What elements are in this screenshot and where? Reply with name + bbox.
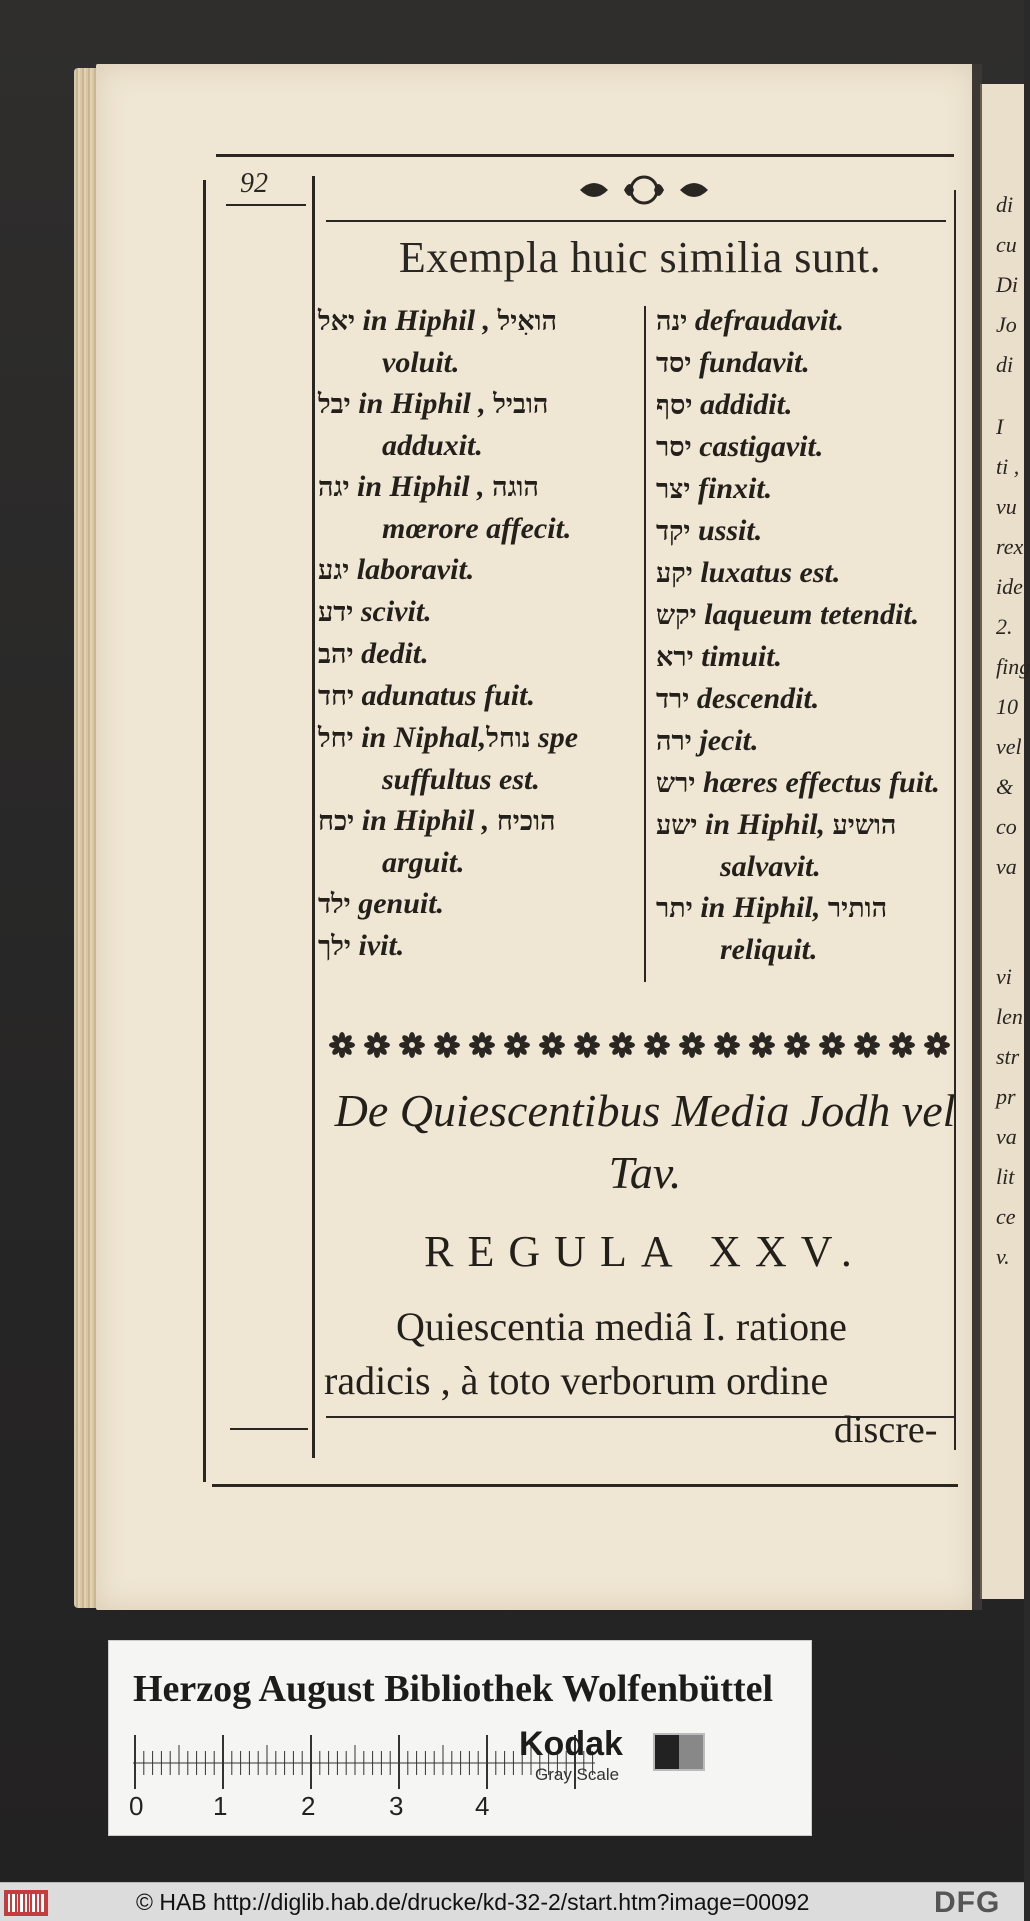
- gray-scale-swatch: [653, 1733, 705, 1771]
- latin-gloss: defraudavit.: [687, 304, 845, 337]
- hebrew-root: יחד: [318, 681, 355, 712]
- header-underline-right: [326, 220, 946, 222]
- right-entry: [656, 804, 976, 846]
- right-entry: [656, 510, 976, 552]
- left-entry-continuation: mœrore affecit.: [382, 512, 572, 545]
- ruler-number-0: 0: [129, 1791, 144, 1821]
- next-page-text: ti ,: [996, 454, 1020, 479]
- library-name: Herzog August Bibliothek Wolfenbüttel: [133, 1668, 774, 1710]
- kodak-brand: Kodak: [519, 1725, 623, 1763]
- next-page-text: Di: [996, 272, 1018, 297]
- latin-gloss: in Hiphil,: [692, 891, 828, 924]
- hebrew-root: יקש: [656, 600, 697, 631]
- ruler-number-2: 2: [301, 1791, 316, 1821]
- latin-gloss: in Hiphil,: [697, 808, 833, 841]
- left-entry: [318, 591, 638, 633]
- viewer-footer-bar: [0, 1882, 1024, 1921]
- left-entry: [318, 925, 638, 967]
- hebrew-root: יצר: [656, 474, 691, 505]
- hebrew-root: יסר: [656, 432, 692, 463]
- left-entry: [318, 883, 638, 925]
- next-page-text: fing: [996, 654, 1030, 679]
- latin-gloss: in Hiphil ,: [355, 304, 498, 337]
- page-number: 92: [240, 168, 268, 199]
- column-divider: [644, 306, 646, 982]
- right-entry-continuation: salvavit.: [720, 850, 821, 883]
- latin-gloss: dedit.: [353, 637, 429, 670]
- right-entry: [656, 552, 976, 594]
- body-line-2: radicis , à toto verborum ordine: [324, 1358, 829, 1403]
- top-rule: [216, 154, 954, 157]
- latin-gloss: ussit.: [690, 514, 763, 547]
- right-entry-continuation: reliquit.: [720, 933, 818, 966]
- latin-gloss: in Hiphil ,: [354, 804, 497, 837]
- right-entry: [656, 342, 976, 384]
- hebrew-root: ילך: [318, 931, 351, 962]
- right-entry: [656, 762, 976, 804]
- right-entry: [656, 300, 976, 342]
- right-entry: [656, 636, 976, 678]
- left-entry: [318, 717, 638, 759]
- latin-gloss: jecit.: [691, 724, 759, 757]
- ruler-number-4: 4: [475, 1791, 490, 1821]
- next-page-text: vi: [996, 964, 1012, 989]
- next-page-text: vu: [996, 494, 1017, 519]
- next-page-text: Jo: [996, 312, 1017, 337]
- next-page-text: &: [996, 774, 1014, 799]
- hebrew-root: יהב: [318, 639, 354, 670]
- right-entry: [656, 594, 976, 636]
- left-entry-continuation: voluit.: [382, 346, 460, 379]
- hebrew-form: הושיע: [832, 810, 897, 841]
- latin-gloss: castigavit.: [691, 430, 824, 463]
- hebrew-root: ידע: [318, 597, 354, 628]
- header-ornament-icon: [574, 170, 714, 210]
- next-page-text: pr: [996, 1084, 1016, 1109]
- hebrew-root: יכח: [318, 806, 355, 837]
- next-page-text: vel: [996, 734, 1022, 759]
- next-page-text: va: [996, 1124, 1017, 1149]
- left-entry-continuation: suffultus est.: [382, 763, 540, 796]
- hebrew-root: יקע: [656, 558, 693, 589]
- bottom-short-rule: [230, 1428, 308, 1430]
- next-page-text: ce: [996, 1204, 1016, 1229]
- next-page-text: v.: [996, 1244, 1010, 1269]
- left-entry-continuation: adduxit.: [382, 429, 483, 462]
- hebrew-form: הואִיל: [497, 306, 558, 337]
- next-page-text: lit: [996, 1164, 1015, 1189]
- latin-gloss: fundavit.: [691, 346, 810, 379]
- left-entry: [318, 633, 638, 675]
- latin-gloss: luxatus est.: [692, 556, 841, 589]
- left-entry: [318, 466, 638, 508]
- next-page-text: 10: [996, 694, 1018, 719]
- right-entry: [656, 384, 976, 426]
- decorative-flower-border-icon: [324, 1026, 954, 1064]
- hebrew-root: יסד: [656, 348, 692, 379]
- dfg-logo: DFG: [934, 1886, 1001, 1919]
- hebrew-root: ישע: [656, 810, 698, 841]
- right-entry: [656, 468, 976, 510]
- library-label-card: [108, 1640, 812, 1836]
- latin-gloss: finxit.: [690, 472, 773, 505]
- latin-gloss: in Hiphil ,: [349, 470, 493, 503]
- barcode-logo-icon: [4, 1890, 48, 1916]
- hebrew-root: יקד: [656, 516, 691, 547]
- hebrew-root: ילד: [318, 889, 351, 920]
- hebrew-root: יגה: [318, 472, 350, 503]
- body-line-1: Quiescentia mediâ I. ratione: [396, 1304, 847, 1349]
- hebrew-form: נוחל: [486, 723, 531, 754]
- ruler-number-3: 3: [389, 1791, 404, 1821]
- hebrew-form: הוכיח: [496, 806, 556, 837]
- outer-left-rule: [203, 180, 206, 1482]
- left-entry: [318, 300, 638, 342]
- left-entry: [318, 383, 638, 425]
- left-entry: [318, 800, 638, 842]
- next-page-text: len: [996, 1004, 1023, 1029]
- hebrew-root: יסף: [656, 390, 693, 421]
- examples-heading: Exempla huic similia sunt.: [398, 233, 882, 282]
- left-example-column: [318, 300, 638, 967]
- hebrew-root: יגע: [318, 555, 350, 586]
- latin-gloss: addidit.: [692, 388, 793, 421]
- hebrew-root: ירד: [656, 684, 690, 715]
- latin-gloss: timuit.: [693, 640, 783, 673]
- next-page-text: cu: [996, 232, 1017, 257]
- hebrew-root: יאל: [318, 306, 356, 337]
- ruler-number-1: 1: [213, 1791, 228, 1821]
- hebrew-form: הותיר: [827, 893, 888, 924]
- latin-gloss: scivit.: [353, 595, 432, 628]
- latin-gloss: spe: [530, 721, 579, 754]
- hebrew-root: יתר: [656, 893, 693, 924]
- latin-gloss: laboravit.: [349, 553, 475, 586]
- next-page-text: di: [996, 192, 1014, 217]
- next-page-text: 2.: [996, 614, 1013, 639]
- latin-gloss: in Niphal,: [353, 721, 487, 754]
- next-page-text: ide: [996, 574, 1023, 599]
- left-entry: [318, 675, 638, 717]
- bottom-rule: [212, 1484, 958, 1487]
- hebrew-root: ירש: [656, 768, 696, 799]
- right-entry: [656, 426, 976, 468]
- hebrew-root: ינה: [656, 306, 688, 337]
- next-page-text: di: [996, 352, 1014, 377]
- next-page-text: str: [996, 1044, 1020, 1069]
- next-page-fragment: [980, 84, 1030, 1599]
- right-entry: [656, 887, 976, 929]
- catchword: discre-: [834, 1409, 938, 1451]
- kodak-gray-scale: Gray Scale: [535, 1765, 620, 1784]
- next-page-text: rex: [996, 534, 1024, 559]
- latin-gloss: hæres effectus fuit.: [695, 766, 940, 799]
- rule-heading: REGULA XXV.: [424, 1227, 866, 1276]
- next-page-text: co: [996, 814, 1017, 839]
- hebrew-root: ירה: [656, 726, 692, 757]
- left-entry-continuation: arguit.: [382, 846, 465, 879]
- latin-gloss: ivit.: [350, 929, 405, 962]
- next-page-text: I: [996, 414, 1004, 439]
- left-entry: [318, 549, 638, 591]
- right-entry: [656, 720, 976, 762]
- hebrew-root: יבל: [318, 389, 351, 420]
- right-example-column: [656, 300, 976, 970]
- hebrew-root: ירא: [656, 642, 694, 673]
- latin-gloss: descendit.: [689, 682, 820, 715]
- header-underline-left: [226, 204, 306, 206]
- hebrew-form: הוגה: [492, 472, 539, 503]
- hebrew-form: הוביל: [493, 389, 549, 420]
- section-title: De Quiescentibus Media Jodh vel Tav.: [334, 1085, 956, 1198]
- next-page-text: va: [996, 854, 1017, 879]
- hebrew-root: יחל: [318, 723, 354, 754]
- rule-body-text: [324, 1300, 960, 1408]
- copyright-link[interactable]: © HAB http://diglib.hab.de/drucke/kd-32-2/start.htm?image=00092: [136, 1889, 810, 1915]
- latin-gloss: in Hiphil ,: [350, 387, 494, 420]
- latin-gloss: laqueum tetendit.: [696, 598, 920, 631]
- right-entry: [656, 678, 976, 720]
- inner-left-rule: [312, 176, 315, 1458]
- latin-gloss: adunatus fuit.: [354, 679, 535, 712]
- latin-gloss: genuit.: [350, 887, 445, 920]
